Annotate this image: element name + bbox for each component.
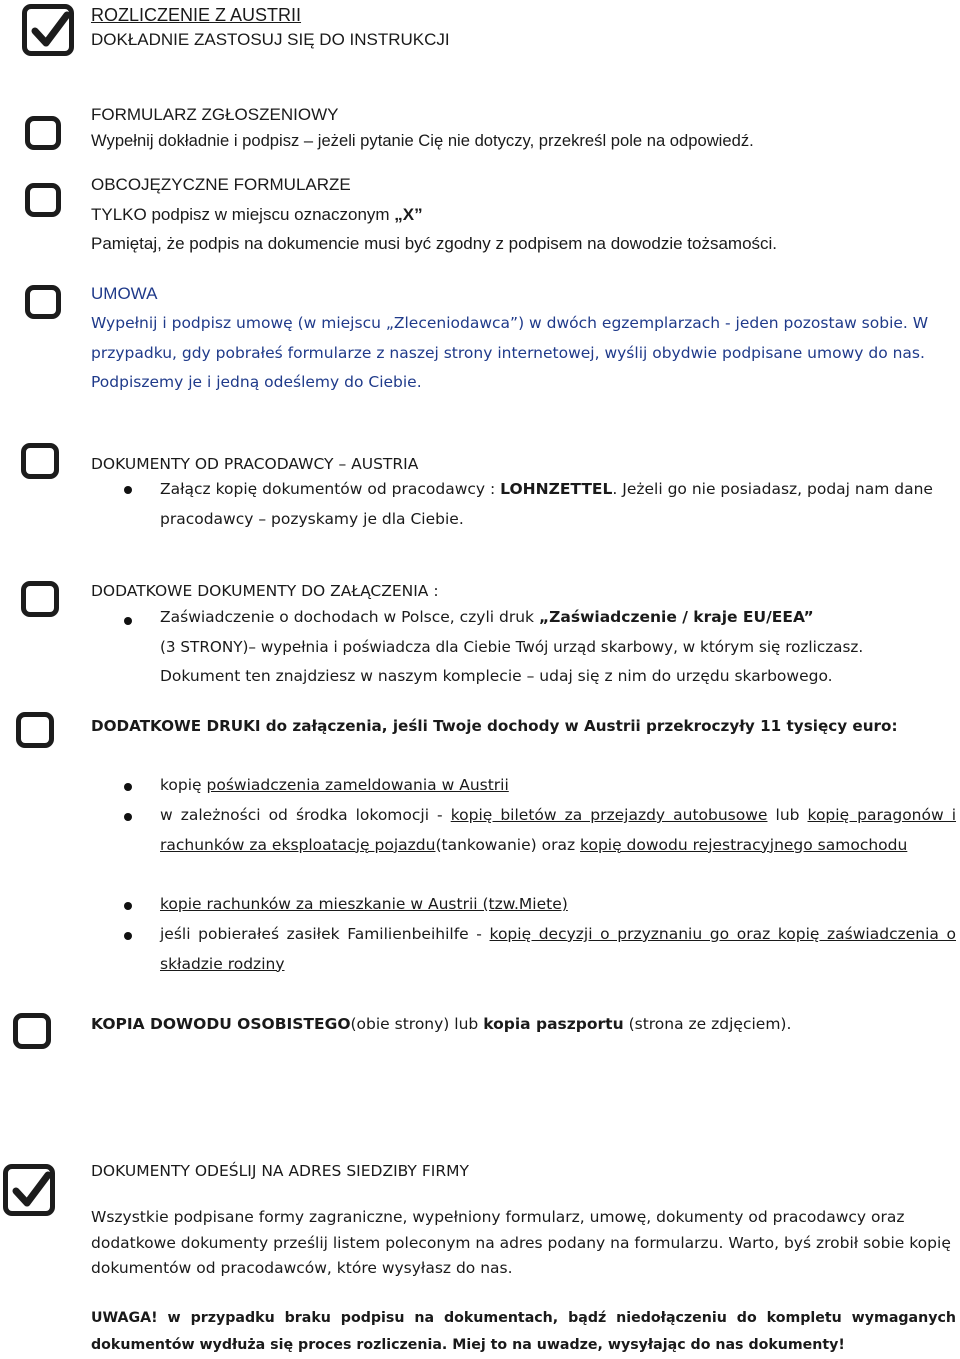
section-title: OBCOJĘZYCZNE FORMULARZE — [91, 175, 351, 194]
plain-text: (strona ze zdjęciem). — [623, 1015, 792, 1033]
warning-note: UWAGA! w przypadku braku podpisu na dokumentach, bądź niedołączeniu do kompletu wymaganych dokumentów wydłuża się proces rozliczenia. Miej to na uwadze, wysyłając do nas dokumenty! — [91, 1310, 956, 1353]
list-item-text: w zależności od środka lokomocji - — [160, 806, 451, 824]
list-item — [160, 771, 956, 801]
checkbox-empty-icon[interactable] — [21, 581, 59, 617]
section-body: Pamiętaj, że podpis na dokumencie musi być zgodny z podpisem na dowodzie tożsamości. — [91, 234, 778, 253]
list-item-link: kopię decyzji o przyznaniu go oraz kopię zaświadczenia o składzie rodziny — [160, 925, 956, 973]
list-item-bold: LOHNZETTEL — [500, 480, 613, 498]
bullet-icon — [124, 486, 132, 494]
signature-mark: „X” — [394, 205, 423, 224]
checkbox-empty-icon[interactable] — [13, 1013, 51, 1049]
section-title: DODATKOWE DOKUMENTY DO ZAŁĄCZENIA : — [91, 582, 439, 600]
instruction-text: TYLKO podpisz w miejscu oznaczonym — [91, 205, 395, 224]
list-item-text: Załącz kopię dokumentów od pracodawcy : — [160, 480, 501, 498]
list-item — [160, 890, 956, 920]
emphasis-text: kopia paszportu — [483, 1015, 624, 1033]
checkbox-checked-icon — [3, 1164, 55, 1216]
id-copy-line — [91, 1009, 954, 1039]
list-item-link: kopię paragonów i rachunków za eksploatację pojazdu — [160, 806, 957, 854]
bullet-icon — [124, 783, 132, 791]
list-item-link: kopie rachunków za mieszkanie w Austrii (tzw.Miete) — [160, 895, 568, 913]
list-item-text: Dokument ten znajdziesz w naszym komplecie – udaj się z nim do urzędu skarbowego. — [160, 667, 833, 685]
section-title: UMOWA — [91, 284, 158, 303]
section-title: DOKUMENTY ODEŚLIJ NA ADRES SIEDZIBY FIRMY — [91, 1162, 469, 1180]
checkbox-empty-icon[interactable] — [16, 712, 54, 748]
bullet-icon — [124, 932, 132, 940]
list-item-text: Zaświadczenie o dochodach w Polsce, czyli druk — [160, 608, 539, 626]
list-item-link: kopię biletów za przejazdy autobusowe — [450, 806, 768, 824]
checkbox-empty-icon[interactable] — [25, 116, 61, 150]
checkbox-empty-icon[interactable] — [21, 443, 59, 479]
bullet-icon — [124, 813, 132, 821]
checkbox-empty-icon[interactable] — [25, 183, 61, 217]
checkbox-checked-icon — [22, 4, 74, 56]
list-item — [160, 801, 956, 860]
section-body: Wszystkie podpisane formy zagraniczne, wypełniony formularz, umowę, dokumenty od pracodawcy oraz dodatkowe dokumenty prześlij listem poleconym na adres podany na formularzu. Warto, byś zrobił sobie kopię dokumentów od pracodawców, które wysyłasz do nas. — [91, 1208, 951, 1277]
list-item — [160, 920, 956, 979]
section-title: DOKUMENTY OD PRACODAWCY – AUSTRIA — [91, 455, 419, 473]
plain-text: (obie strony) lub — [350, 1015, 484, 1033]
list-item — [160, 603, 956, 692]
section-body: Wypełnij dokładnie i podpisz – jeżeli pytanie Cię nie dotyczy, przekreśl pole na odpowiedź. — [91, 131, 754, 150]
emphasis-text: KOPIA DOWODU OSOBISTEGO — [91, 1015, 351, 1033]
list-item-text: (tankowanie) oraz — [435, 835, 581, 854]
list-item-text: kopię — [160, 776, 207, 794]
list-item-text: lub — [767, 806, 808, 824]
list-item — [160, 475, 956, 534]
bullet-icon — [124, 902, 132, 910]
list-item-link: poświadczenia zameldowania w Austrii — [206, 776, 509, 794]
document-subtitle: DOKŁADNIE ZASTOSUJ SIĘ DO INSTRUKCJI — [91, 30, 450, 49]
document-title: ROZLICZENIE Z AUSTRII — [91, 5, 302, 25]
list-item-text: . Jeżeli go nie posiadasz, podaj nam dane pracodawcy – pozyskamy je dla Ciebie. — [160, 480, 933, 528]
section-body: Wypełnij i podpisz umowę (w miejscu „Zleceniodawca”) w dwóch egzemplarzach - jeden pozostaw sobie. W przypadku, gdy pobrałeś formularze z naszej strony internetowej, wyślij obydwie podpisane umowy do nas. Podpiszemy je i jedną odeślemy do Ciebie. — [91, 314, 929, 391]
checkbox-empty-icon[interactable] — [25, 285, 61, 319]
list-item-text: (3 STRONY)– wypełnia i poświadcza dla Ciebie Twój urząd skarbowy, w którym się rozliczasz. — [160, 637, 864, 656]
section-title: DODATKOWE DRUKI do załączenia, jeśli Twoje dochody w Austrii przekroczyły 11 tysięcy euro: — [91, 717, 898, 735]
section-body — [91, 200, 954, 230]
section-title: FORMULARZ ZGŁOSZENIOWY — [91, 105, 339, 124]
list-item-text: jeśli pobierałeś zasiłek Familienbeihilfe - — [160, 925, 490, 943]
list-item-bold: „Zaświadczenie / kraje EU/EEA” — [538, 608, 814, 626]
bullet-icon — [124, 617, 132, 625]
list-item-link: kopię dowodu rejestracyjnego samochodu — [580, 835, 908, 854]
